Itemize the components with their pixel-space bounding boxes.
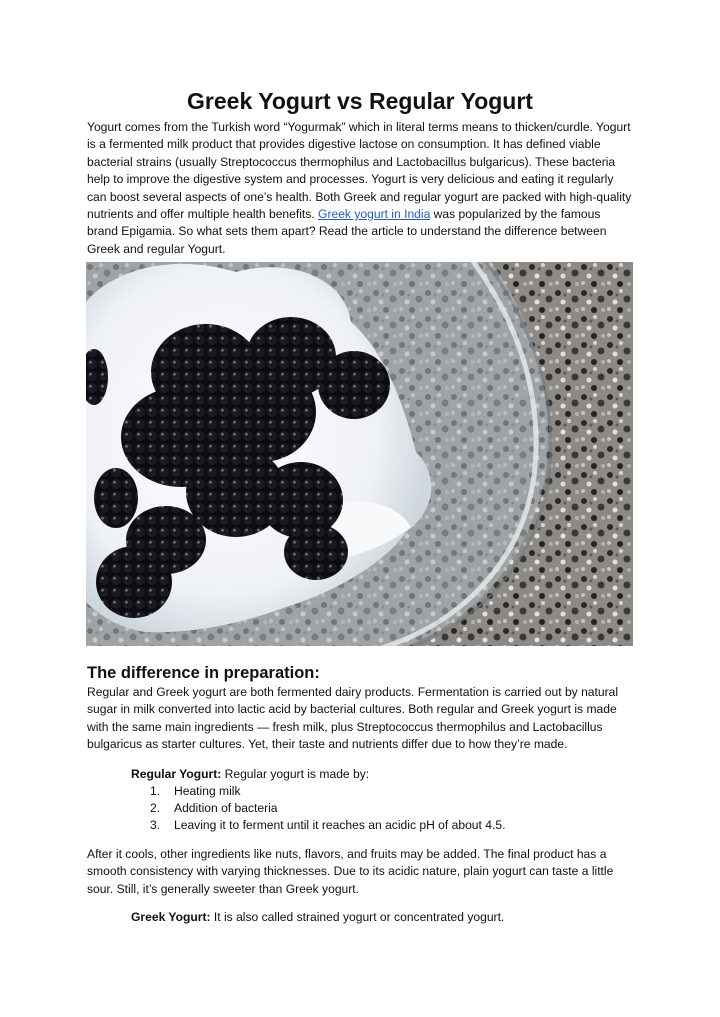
list-item xyxy=(150,800,505,817)
greek-yogurt-line xyxy=(131,909,504,926)
greek-yogurt-text: It is also called strained yogurt or concentrated yogurt. xyxy=(210,910,505,924)
regular-yogurt-line xyxy=(131,766,369,783)
regular-yogurt-label: Regular Yogurt: xyxy=(131,767,222,781)
step-text: Leaving it to ferment until it reaches an acidic pH of about 4.5. xyxy=(174,818,506,832)
section-heading-colon: : xyxy=(314,664,320,682)
yogurt-blackberries-photo xyxy=(86,262,633,646)
step-number: 2. xyxy=(150,801,161,815)
step-text: Heating milk xyxy=(174,784,241,798)
greek-yogurt-india-link[interactable]: Greek yogurt in India xyxy=(318,207,431,222)
step-number: 1. xyxy=(150,784,161,798)
section-heading-text: The difference in preparation xyxy=(87,664,315,682)
list-item xyxy=(150,817,505,834)
regular-yogurt-text: Regular yogurt is made by: xyxy=(221,767,370,781)
intro-text-start: Yogurt comes from the Turkish word “Yogurmak” which in literal terms means to thicken/curdle. Yogurt is a fermented milk product that provides digestive lactose on consumption. It has defined viable bacterial strains (usually Streptococcus thermophilus and Lactobacillus bulgaricus). These bacteria help to improve the digestive system and processes. Yogurt is very delicious and eating it regularly can boost several aspects of one’s health. Both Greek and regular yogurt are packed with high-quality nutrients and offer multiple health benefits. xyxy=(87,120,632,222)
article-title: Greek Yogurt vs Regular Yogurt xyxy=(187,88,533,114)
preparation-steps-list xyxy=(150,783,505,834)
intro-paragraph xyxy=(87,119,633,258)
section-heading xyxy=(87,662,320,684)
intro-text-end: was popularized by the famous brand Epigamia. So what sets them apart? Read the article to understand the difference between Greek and regular Yogurt. xyxy=(87,207,607,256)
after-cooling-paragraph: After it cools, other ingredients like nuts, flavors, and fruits may be added. The final product has a smooth consistency with varying thicknesses. Due to its acidic nature, plain yogurt can taste a little sour. Still, it’s generally sweeter than Greek yogurt. xyxy=(87,847,614,896)
step-text: Addition of bacteria xyxy=(174,801,278,815)
list-item xyxy=(150,783,505,800)
step-number: 3. xyxy=(150,818,161,832)
preparation-paragraph: Regular and Greek yogurt are both fermented dairy products. Fermentation is carried out by natural sugar in milk converted into lactic acid by bacterial cultures. Both regular and Greek yogurt is made with the same main ingredients — fresh milk, plus Streptococcus thermophilus and Lactobacillus bulgaricus as starter cultures. Yet, their taste and nutrients differ due to how they’re made. xyxy=(87,685,619,752)
greek-yogurt-label: Greek Yogurt: xyxy=(131,910,211,924)
